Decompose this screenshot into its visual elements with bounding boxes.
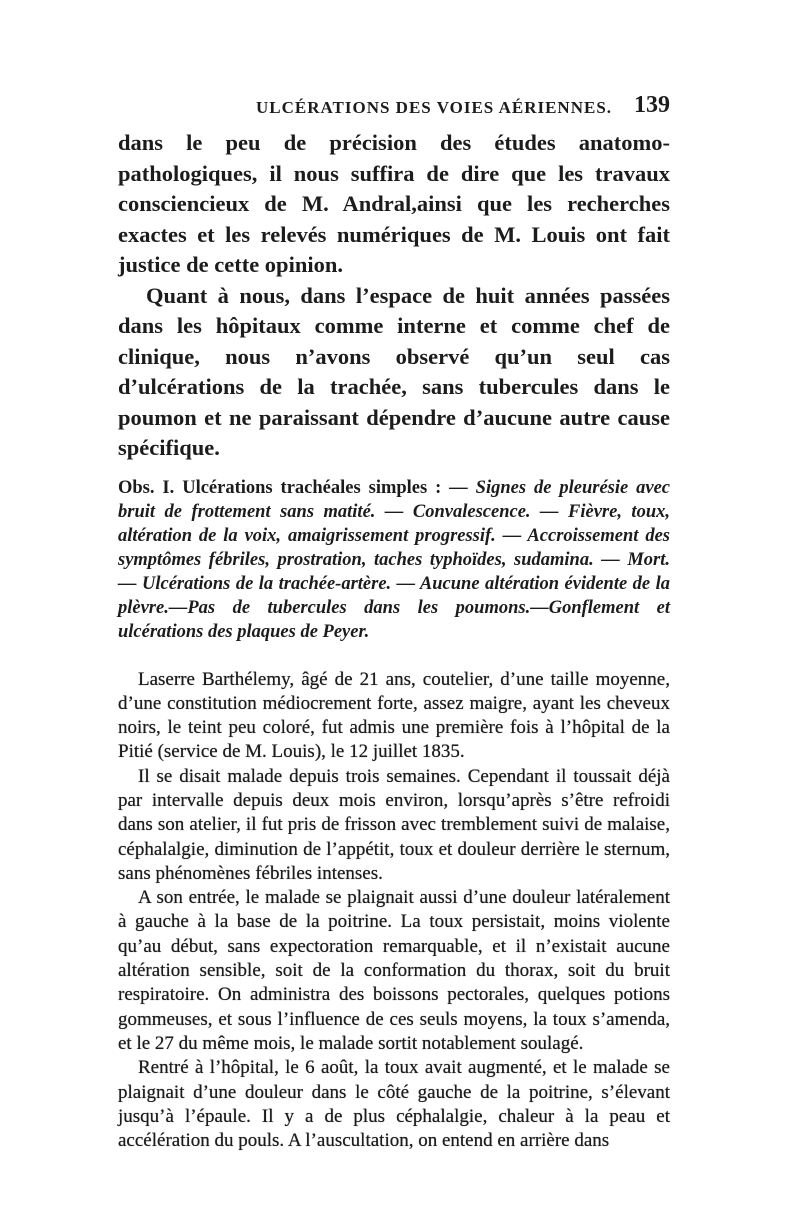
- observation-summary: — Signes de pleurésie avec bruit de frottement sans matité. — Convalescence. — Fièvre, toux, altération de la voix, amaigrissement progressif. — Accroissement des symptômes fébriles, prostration, taches typhoïdes, sudamina. — Mort. — Ulcérations de la trachée-artère. — Aucune altération évidente de la plèvre.—Pas de tubercules dans les poumons.—Gonflement et ulcérations des plaques de Peyer.: [118, 477, 671, 642]
- observation-label: Obs. I.: [118, 477, 175, 498]
- body-paragraph-1: dans le peu de précision des études anatomo-pathologiques, il nous suffira de dire que les travaux consciencieux de M. Andral,ainsi que les recherches exactes et les relevés numériques de M. Louis ont fait justice de cette opinion.: [118, 130, 670, 277]
- book-page: [118, 92, 670, 1153]
- case-paragraph-3: A son entrée, le malade se plaignait aussi d’une douleur latéralement à gauche à la base de la poitrine. La toux persistait, moins violente qu’au début, sans expectoration remarquable, et il n’existait aucune altération sensible, soit de la conformation du thorax, soit du bruit respiratoire. On administra des boissons pectorales, quelques potions gommeuses, et sous l’influence de ces seuls moyens, la toux s’amenda, et le 27 du même mois, le malade sortit notablement soulagé.: [118, 887, 670, 1054]
- case-paragraph-1: Laserre Barthélemy, âgé de 21 ans, coutelier, d’une taille moyenne, d’une constitution médiocrement forte, assez maigre, ayant les cheveux noirs, le teint peu coloré, fut admis une première fois à l’hôpital de la Pitié (service de M. Louis), le 12 juillet 1835.: [118, 668, 670, 763]
- body-paragraph-2: Quant à nous, dans l’espace de huit années passées dans les hôpitaux comme interne et comme chef de clinique, nous n’avons observé qu’un seul cas d’ulcérations de la trachée, sans tubercules dans le poumon et ne paraissant dépendre d’aucune autre cause spécifique.: [118, 282, 670, 460]
- case-paragraph-2: Il se disait malade depuis trois semaines. Cependant il toussait déjà par intervalle depuis deux mois environ, lorsqu’après s’être refroidi dans son atelier, il fut pris de frisson avec tremblement suivi de malaise, céphalalgie, diminution de l’appétit, toux et douleur derrière le sternum, sans phénomènes fébriles intenses.: [118, 765, 670, 884]
- running-title: ULCÉRATIONS DES VOIES AÉRIENNES.: [256, 98, 613, 117]
- case-report: [118, 668, 670, 1154]
- running-head: [118, 92, 670, 128]
- page-number: 139: [634, 92, 670, 118]
- observation-heading-block: [118, 476, 670, 644]
- observation-heading: Ulcérations trachéales simples :: [182, 477, 442, 498]
- case-paragraph-4: Rentré à l’hôpital, le 6 août, la toux avait augmenté, et le malade se plaignait d’une douleur dans le côté gauche de la poitrine, s’élevant jusqu’à l’épaule. Il y a de plus céphalalgie, chaleur à la peau et accélération du pouls. A l’auscultation, on entend en arrière dans: [118, 1057, 670, 1152]
